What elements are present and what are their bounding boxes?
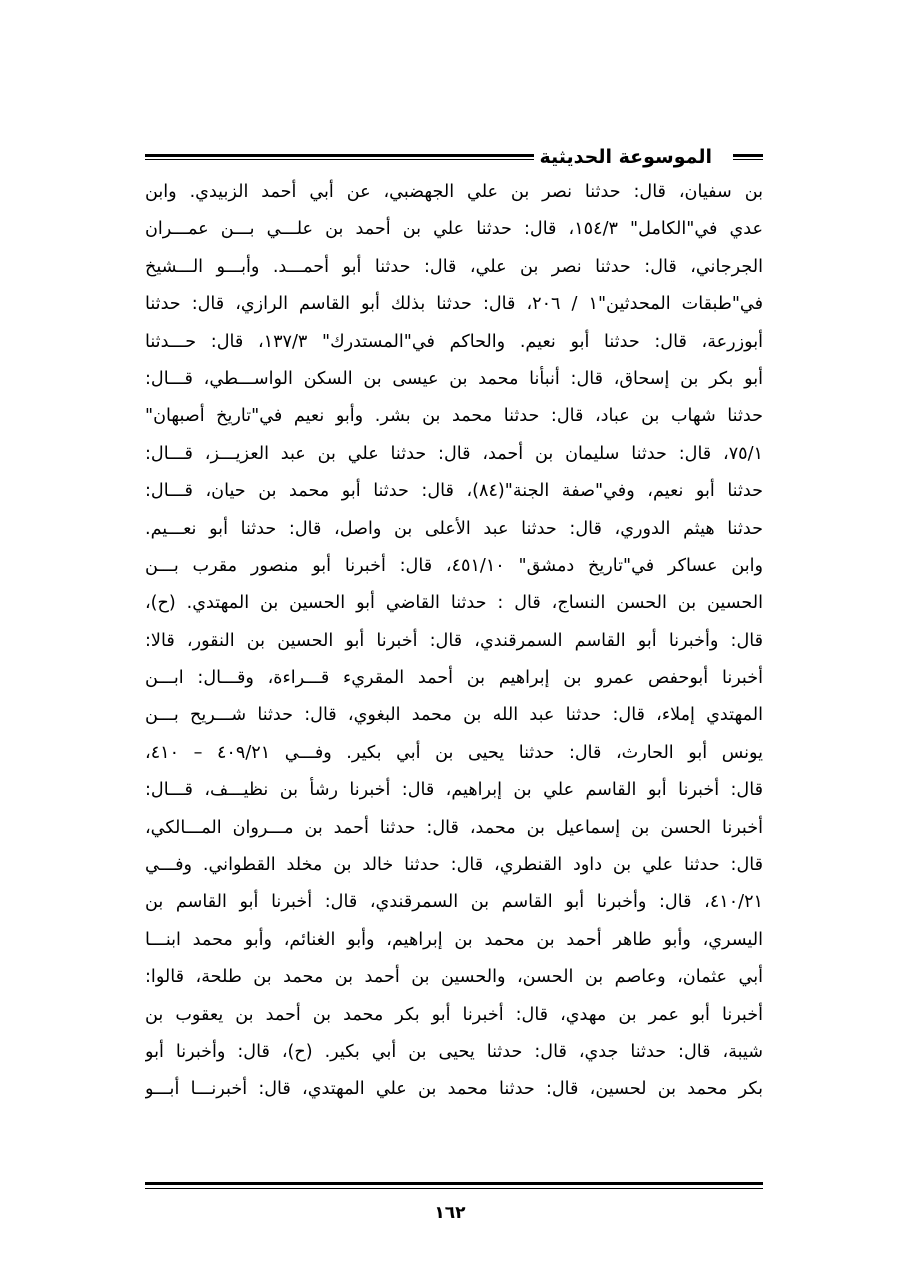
text-line: عدي في"الكامل" ١٥٤/٣، قال: حدثنا علي بن أحمد بن علـــي بـــن عمـــران (145, 219, 763, 240)
page-number: ١٦٢ (434, 1203, 466, 1223)
text-line: قال: أخبرنا أبو القاسم علي بن إبراهيم، قال: أخبرنا رشأ بن نظيـــف، قـــال: (145, 780, 763, 801)
page-header (145, 142, 763, 172)
text-line: وابن عساكر في"تاريخ دمشق" ٤٥١/١٠، قال: أخبرنا أبو منصور مقرب بـــن (145, 555, 763, 576)
footer-rule (145, 1182, 763, 1189)
text-line: يونس أبو الحارث، قال: حدثنا يحيى بن أبي بكير. وفـــي ٤٠٩/٢١ – ٤١٠، (145, 742, 763, 763)
text-line: الحسين بن الحسن النساج، قال : حدثنا القاضي أبو الحسين بن المهتدي. (ح)، (145, 593, 763, 614)
text-line: أخبرنا أبوحفص عمرو بن إبراهيم بن أحمد المقريء قـــراءة، وقـــال: ابـــن (145, 668, 763, 689)
text-line: الجرجاني، قال: حدثنا نصر بن علي، قال: حدثنا أبو أحمـــد. وأبـــو الـــشيخ (145, 256, 763, 277)
text-line: أبو بكر بن إسحاق، قال: أنبأنا محمد بن عيسى بن السكن الواســـطي، قـــال: (145, 368, 763, 389)
text-line: قال: وأخبرنا أبو القاسم السمرقندي، قال: أخبرنا أبو الحسين بن النقور، قالا: (145, 630, 763, 651)
text-line: حدثنا أبو نعيم، وفي"صفة الجنة"(٨٤)، قال: حدثنا أبو محمد بن حيان، قـــال: (145, 481, 763, 502)
text-line: أبوزرعة، قال: حدثنا أبو نعيم. والحاكم في"المستدرك" ١٣٧/٣، قال: حـــدثنا (145, 331, 763, 352)
text-line: ٧٥/١، قال: حدثنا سليمان بن أحمد، قال: حدثنا علي بن عبد العزيـــز، قـــال: (145, 443, 763, 464)
text-line: في"طبقات المحدثين"١ / ٢٠٦، قال: حدثنا بذلك أبو القاسم الرازي، قال: حدثنا (145, 294, 763, 315)
text-line: بكر محمد بن لحسين، قال: حدثنا محمد بن علي المهتدي، قال: أخبرنـــا أبـــو (145, 1079, 763, 1100)
text-line: بن سفيان، قال: حدثنا نصر بن علي الجهضبي، عن أبي أحمد الزبيدي. وابن (145, 182, 763, 202)
text-line: المهتدي إملاء، قال: حدثنا عبد الله بن محمد البغوي، قال: حدثنا شـــريح بـــن (145, 705, 763, 726)
text-line: أخبرنا الحسن بن إسماعيل بن محمد، قال: حدثنا أحمد بن مـــروان المـــالكي، (145, 817, 763, 838)
text-line: شيبة، قال: حدثنا جدي، قال: حدثنا يحيى بن أبي بكير. (ح)، قال: وأخبرنا أبو (145, 1041, 763, 1062)
text-line: أخبرنا أبو عمر بن مهدي، قال: أخبرنا أبو بكر محمد بن أحمد بن يعقوب بن (145, 1004, 763, 1025)
text-line: حدثنا شهاب بن عباد، قال: حدثنا محمد بن بشر. وأبو نعيم في"تاريخ أصبهان" (145, 406, 763, 427)
text-line: اليسري، وأبو طاهر أحمد بن محمد بن إبراهيم، وأبو الغنائم، وأبو محمد ابنـــا (145, 929, 763, 950)
text-line: أبي عثمان، وعاصم بن الحسن، والحسين بن أحمد بن محمد بن طلحة، قالوا: (145, 967, 763, 988)
text-line: ٤١٠/٢١، قال: وأخبرنا أبو القاسم بن السمرقندي، قال: أخبرنا أبو القاسم بن (145, 892, 763, 913)
header-rule-right (733, 154, 763, 160)
header-title: الموسوعة الحديثية (534, 142, 719, 172)
text-line: حدثنا هيثم الدوري، قال: حدثنا عبد الأعلى بن واصل، قال: حدثنا أبو نعـــيم. (145, 518, 763, 539)
body-text (145, 174, 763, 1109)
text-line: قال: حدثنا علي بن داود القنطري، قال: حدثنا خالد بن مخلد القطواني. وفـــي (145, 855, 763, 876)
header-rule-left (145, 154, 540, 160)
